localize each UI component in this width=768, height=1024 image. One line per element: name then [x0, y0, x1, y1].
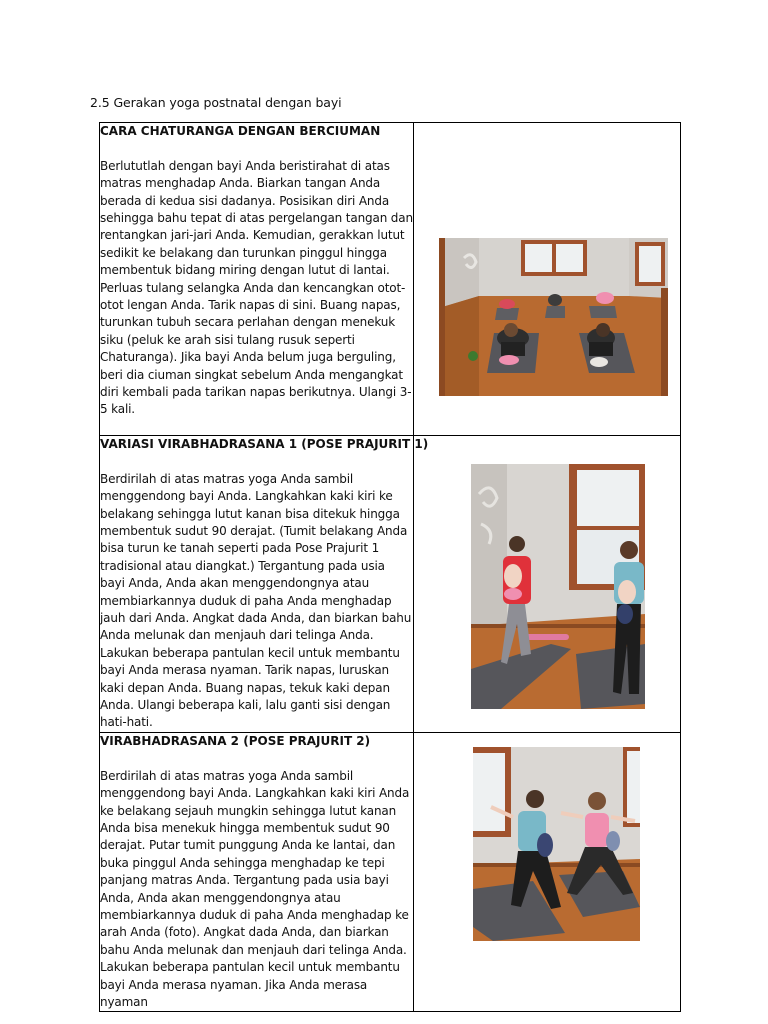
pose-title: VARIASI VIRABHADRASANA 1 (POSE PRAJURIT 1)	[100, 437, 429, 451]
pose-image-cell	[414, 123, 681, 436]
pose-text-cell	[100, 436, 429, 733]
table-row	[100, 123, 681, 436]
chaturanga-photo	[439, 238, 668, 396]
pose-text-cell	[100, 733, 414, 1012]
section-heading: 2.5 Gerakan yoga postnatal dengan bayi	[90, 95, 342, 110]
pose-title: CARA CHATURANGA DENGAN BERCIUMAN	[100, 124, 381, 138]
pose-table	[99, 122, 681, 1012]
pose-title: VIRABHADRASANA 2 (POSE PRAJURIT 2)	[100, 734, 371, 748]
pose-image-cell	[414, 436, 681, 733]
warrior-1-photo	[471, 464, 645, 709]
pose-description: Berdirilah di atas matras yoga Anda sambil menggendong bayi Anda. Langkahkan kaki kiri ke belakang sehingga lutut kanan bisa ditekuk hingga membentuk sudut 90 derajat. (Tumit belakang Anda bisa turun ke tanah seperti pada Pose Prajurit 1 tradisional atau diangkat.) Tergantung pada usia bayi Anda, Anda akan menggendongnya atau membiarkannya duduk di paha Anda menghadap jauh dari Anda. Angkat dada Anda, dan biarkan bahu Anda melunak dan menjauh dari telinga Anda. Lakukan beberapa pantulan kecil untuk membantu bayi Anda merasa nyaman. Tarik napas, luruskan kaki depan Anda. Buang napas, tekuk kaki depan Anda. Ulangi beberapa kali, lalu ganti sisi dengan hati-hati.	[100, 471, 412, 730]
pose-image-cell	[414, 733, 681, 1012]
pose-text-cell	[100, 123, 414, 436]
warrior-2-photo	[473, 747, 640, 941]
table-row	[100, 733, 681, 1012]
pose-description: Berlututlah dengan bayi Anda beristirahat di atas matras menghadap Anda. Biarkan tangan Anda berada di kedua sisi dadanya. Posisikan diri Anda sehingga bahu tepat di atas pergelangan tangan dan rentangkan jari-jari Anda. Kemudian, gerakkan lutut sedikit ke belakang dan turunkan pinggul hingga membentuk bidang miring dengan lutut di lantai. Perluas tulang selangka Anda dan kencangkan otot-otot lengan Anda. Tarik napas di sini. Buang napas, turunkan tubuh secara perlahan dengan menekuk siku (peluk ke arah sisi tulang rusuk seperti Chaturanga). Jika bayi Anda belum juga berguling, beri dia ciuman singkat sebelum Anda mengangkat diri kembali pada tarikan napas berikutnya. Ulangi 3-5 kali.	[100, 158, 413, 417]
pose-description: Berdirilah di atas matras yoga Anda sambil menggendong bayi Anda. Langkahkan kaki kiri Anda ke belakang sejauh mungkin sehingga lutut kanan Anda bisa menekuk hingga membentuk sudut 90 derajat. Putar tumit punggung Anda ke lantai, dan buka pinggul Anda sehingga menghadap ke tepi panjang matras Anda. Tergantung pada usia bayi Anda, Anda akan menggendongnya atau membiarkannya duduk di paha Anda menghadap ke arah Anda (foto). Angkat dada Anda, dan biarkan bahu Anda melunak dan menjauh dari telinga Anda. Lakukan beberapa pantulan kecil untuk membantu bayi Anda merasa nyaman. Jika Anda merasa nyaman	[100, 768, 410, 1010]
table-row	[100, 436, 681, 733]
